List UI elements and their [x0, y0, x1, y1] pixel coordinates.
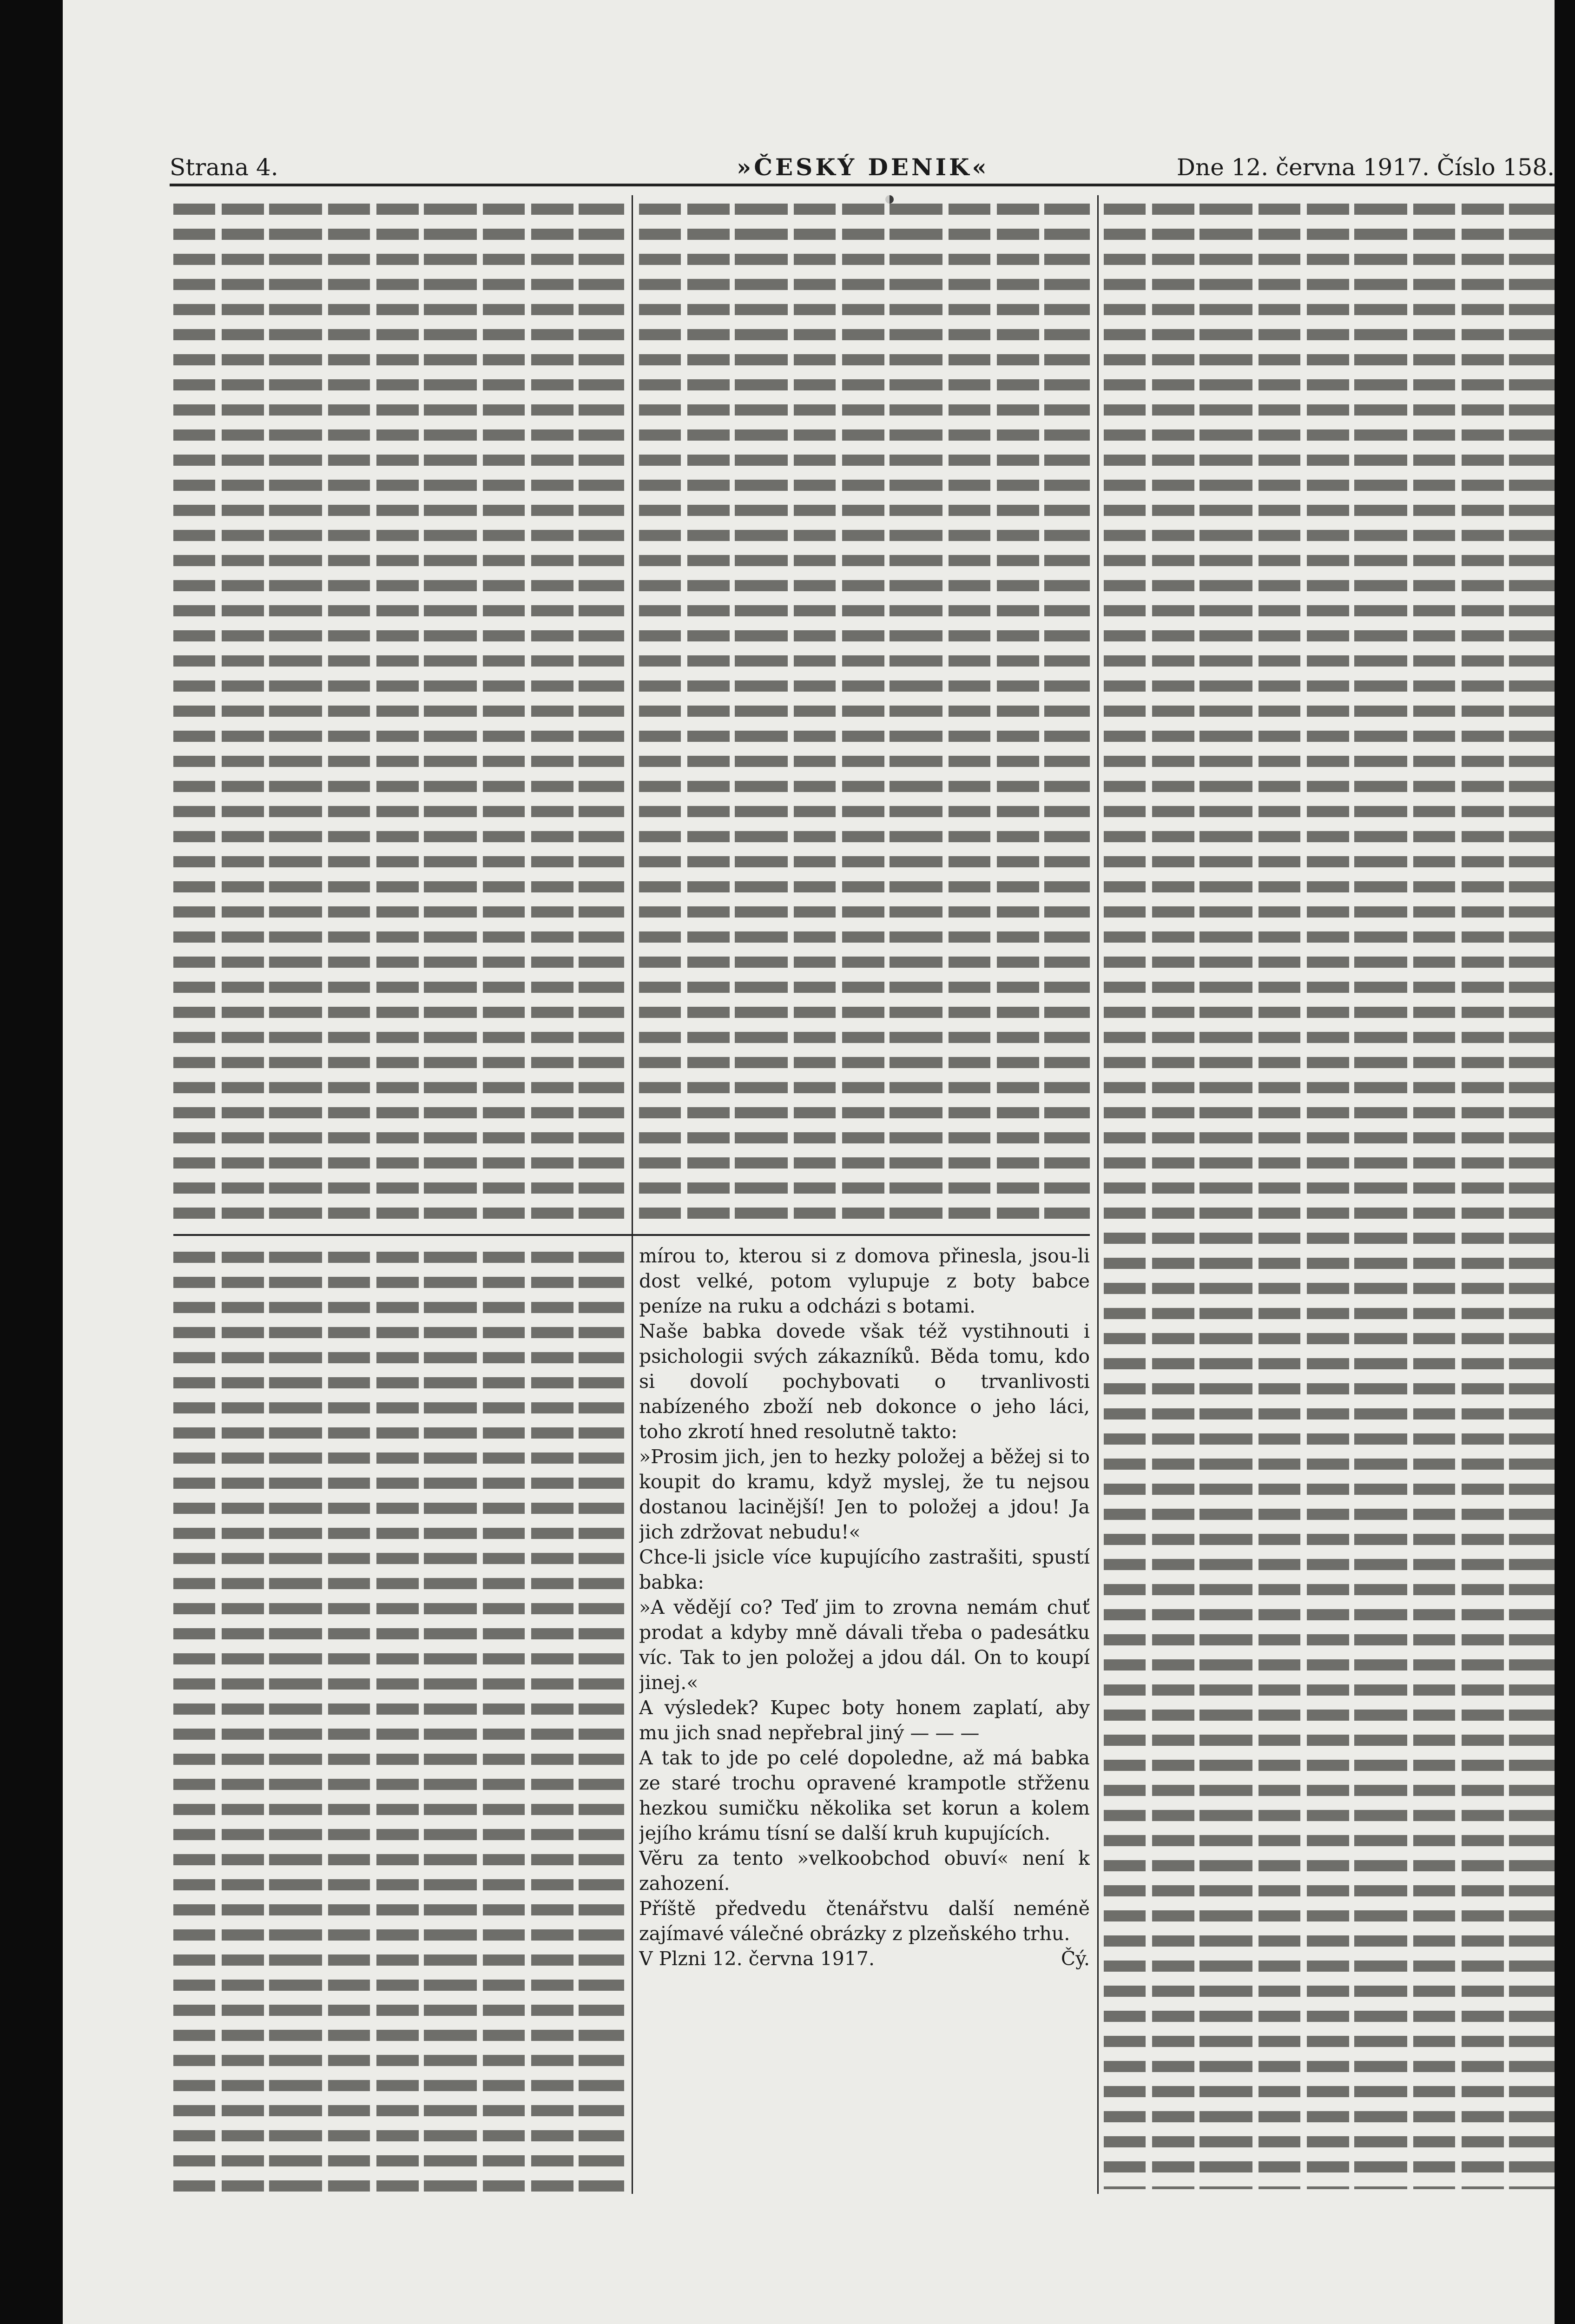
- feature-story: [639, 1243, 1090, 2192]
- story-place-date: V Plzni 12. června 1917.: [639, 1948, 875, 1970]
- lower-column-1-text: [173, 1243, 624, 2192]
- column-2-text: [639, 195, 1090, 1225]
- story-paragraph: mírou to, kterou si z domova přinesla, jsou-li dost velké, potom vylupuje z boty babce peníze na ruku a odcházi s botami.: [639, 1245, 1090, 1317]
- story-paragraph: Příště předvedu čtenářstvu další neméně zajímavé válečné obrázky z plzeňského trhu.: [639, 1897, 1090, 1945]
- story-paragraph: Naše babka dovede však též vystihnouti i psichologii svých zákazníků. Běda tomu, kdo si dovolí pochybovati o trvanlivosti nabízeného zboží neb dokonce o jeho láci, toho zkrotí hned resolutně takto:: [639, 1320, 1090, 1443]
- story-paragraph: A tak to jde po celé dopoledne, až má babka ze staré trochu opravené krampotle střženu hezkou sumičku několika set korun a kolem jejího krámu tísní se další kruh kupujících.: [639, 1747, 1090, 1844]
- story-signoff: [639, 1946, 1090, 1971]
- page-header: [170, 149, 1555, 186]
- newspaper-page: [63, 0, 1555, 2324]
- story-signature: Čý.: [1061, 1948, 1090, 1970]
- story-paragraph: A výsledek? Kupec boty honem zaplatí, aby mu jich snad nepřebral jiný — — —: [639, 1697, 1090, 1744]
- story-paragraph: »A vědějí co? Teď jim to zrovna nemám chuť prodat a kdyby mně dávali třeba o padesátku víc. Tak to jen položej a jdou dál. On to koupí jinej.«: [639, 1596, 1090, 1694]
- column-rule-2: [1097, 195, 1099, 2194]
- masthead-title: »ČESKÝ DENIK«: [737, 153, 989, 181]
- story-paragraph: Chce-li jsicle více kupujícího zastrašiti, spustí babka:: [639, 1546, 1090, 1593]
- column-rule-1: [632, 195, 633, 2194]
- issue-date: Dne 12. června 1917. Číslo 158.: [1176, 154, 1555, 181]
- story-paragraph: Věru za tento »velkoobchod obuví« není k zahození.: [639, 1847, 1090, 1895]
- page-number: Strana 4.: [170, 154, 278, 181]
- header-rule: [170, 184, 1555, 186]
- fold-rule: [173, 1234, 1090, 1236]
- column-1-text: [173, 195, 624, 1225]
- column-3-text: [1104, 195, 1555, 2189]
- story-paragraph: »Prosim jich, jen to hezky položej a běžej si to koupit do kramu, když myslej, že tu nejsou dostanou lacinější! Jen to položej a jdou! Ja jich zdržovat nebudu!«: [639, 1446, 1090, 1543]
